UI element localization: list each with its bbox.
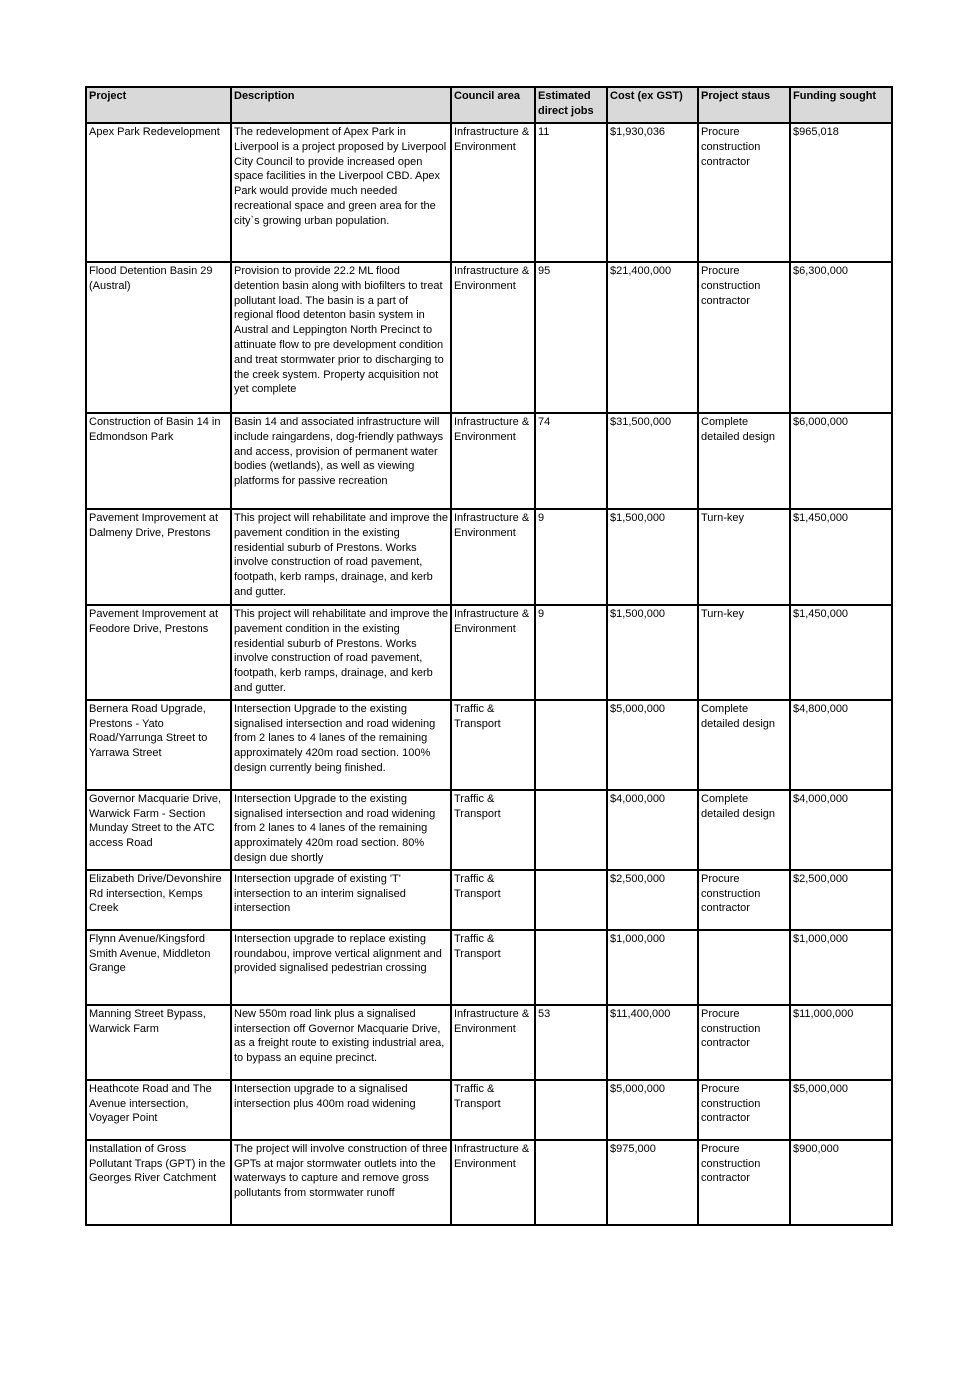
cell-cost: $1,930,036 <box>607 123 698 262</box>
cell-funding-sought: $965,018 <box>790 123 892 262</box>
cell-funding-sought: $6,300,000 <box>790 262 892 413</box>
cell-description: Intersection Upgrade to the existing signalised intersection and road widening from 2 lanes to 4 lanes of the remaining approximately 420m road section. 100% design currently being finished. <box>231 700 451 790</box>
cell-description: This project will rehabilitate and improve the pavement condition in the existing residential suburb of Prestons. Works involve construction of road pavement, footpath, kerb ramps, drainage, and kerb and gutter. <box>231 605 451 700</box>
cell-council-area: Traffic & Transport <box>451 790 535 870</box>
cell-council-area: Infrastructure & Environment <box>451 123 535 262</box>
cell-project: Pavement Improvement at Dalmeny Drive, Prestons <box>86 509 231 605</box>
cell-project: Elizabeth Drive/Devonshire Rd intersection, Kemps Creek <box>86 870 231 930</box>
cell-estimated-jobs <box>535 1140 607 1225</box>
header-council-area: Council area <box>451 87 535 123</box>
cell-project: Pavement Improvement at Feodore Drive, Prestons <box>86 605 231 700</box>
table-row <box>86 123 892 262</box>
table-row <box>86 790 892 870</box>
cell-project: Manning Street Bypass, Warwick Farm <box>86 1005 231 1080</box>
cell-project-status: Procure construction contractor <box>698 1140 790 1225</box>
table-body <box>86 123 892 1225</box>
cell-description: Intersection Upgrade to the existing signalised intersection and road widening from 2 lanes to 4 lanes of the remaining approximately 420m road section. 80% design due shortly <box>231 790 451 870</box>
table-row <box>86 509 892 605</box>
cell-description: Provision to provide 22.2 ML flood detention basin along with biofilters to treat pollutant load. The basin is a part of regional flood detenton basin system in Austral and Leppington North Precinct to attinuate flow to pre development condition and treat stormwater prior to discharging to the creek system. Property acquisition not yet complete <box>231 262 451 413</box>
cell-project-status: Complete detailed design <box>698 413 790 509</box>
cell-description: Basin 14 and associated infrastructure will include raingardens, dog-friendly pathways and access, provision of permanent water bodies (wetlands), as well as viewing platforms for passive recreation <box>231 413 451 509</box>
cell-council-area: Traffic & Transport <box>451 930 535 1005</box>
cell-funding-sought: $1,000,000 <box>790 930 892 1005</box>
cell-project: Apex Park Redevelopment <box>86 123 231 262</box>
cell-description: Intersection upgrade of existing 'T' intersection to an interim signalised intersection <box>231 870 451 930</box>
cell-estimated-jobs <box>535 700 607 790</box>
cell-project-status: Procure construction contractor <box>698 1080 790 1140</box>
cell-project-status: Complete detailed design <box>698 790 790 870</box>
cell-project: Installation of Gross Pollutant Traps (GPT) in the Georges River Catchment <box>86 1140 231 1225</box>
cell-cost: $1,000,000 <box>607 930 698 1005</box>
cell-cost: $2,500,000 <box>607 870 698 930</box>
cell-project-status: Procure construction contractor <box>698 123 790 262</box>
cell-estimated-jobs <box>535 790 607 870</box>
cell-council-area: Traffic & Transport <box>451 870 535 930</box>
cell-description: New 550m road link plus a signalised intersection off Governor Macquarie Drive, as a freight route to existing industrial area, to bypass an equine precinct. <box>231 1005 451 1080</box>
cell-funding-sought: $11,000,000 <box>790 1005 892 1080</box>
cell-cost: $4,000,000 <box>607 790 698 870</box>
header-cost: Cost (ex GST) <box>607 87 698 123</box>
cell-estimated-jobs <box>535 1080 607 1140</box>
cell-project: Construction of Basin 14 in Edmondson Park <box>86 413 231 509</box>
cell-council-area: Infrastructure & Environment <box>451 1005 535 1080</box>
cell-project-status: Turn-key <box>698 605 790 700</box>
cell-project-status: Procure construction contractor <box>698 262 790 413</box>
cell-council-area: Infrastructure & Environment <box>451 262 535 413</box>
table-row <box>86 262 892 413</box>
cell-funding-sought: $4,000,000 <box>790 790 892 870</box>
cell-estimated-jobs: 9 <box>535 509 607 605</box>
table-row <box>86 700 892 790</box>
cell-funding-sought: $5,000,000 <box>790 1080 892 1140</box>
header-row <box>86 87 892 123</box>
cell-funding-sought: $1,450,000 <box>790 509 892 605</box>
cell-council-area: Infrastructure & Environment <box>451 413 535 509</box>
cell-funding-sought: $1,450,000 <box>790 605 892 700</box>
cell-council-area: Infrastructure & Environment <box>451 605 535 700</box>
cell-cost: $21,400,000 <box>607 262 698 413</box>
header-funding-sought: Funding sought <box>790 87 892 123</box>
cell-project: Governor Macquarie Drive, Warwick Farm - Section Munday Street to the ATC access Road <box>86 790 231 870</box>
cell-estimated-jobs <box>535 930 607 1005</box>
cell-council-area: Infrastructure & Environment <box>451 509 535 605</box>
table-row <box>86 930 892 1005</box>
cell-project-status: Procure construction contractor <box>698 1005 790 1080</box>
cell-estimated-jobs: 53 <box>535 1005 607 1080</box>
cell-estimated-jobs: 9 <box>535 605 607 700</box>
cell-funding-sought: $4,800,000 <box>790 700 892 790</box>
table-row <box>86 1140 892 1225</box>
cell-description: Intersection upgrade to a signalised intersection plus 400m road widening <box>231 1080 451 1140</box>
cell-project-status: Procure construction contractor <box>698 870 790 930</box>
cell-estimated-jobs: 95 <box>535 262 607 413</box>
table-row <box>86 1080 892 1140</box>
cell-description: The redevelopment of Apex Park in Liverpool is a project proposed by Liverpool City Council to provide increased open space facilities in the Liverpool CBD. Apex Park would provide much needed recreational space and green area for the city`s growing urban population. <box>231 123 451 262</box>
cell-funding-sought: $6,000,000 <box>790 413 892 509</box>
cell-description: Intersection upgrade to replace existing roundabou, improve vertical alignment and provided signalised pedestrian crossing <box>231 930 451 1005</box>
cell-funding-sought: $900,000 <box>790 1140 892 1225</box>
cell-estimated-jobs <box>535 870 607 930</box>
table-header <box>86 87 892 123</box>
projects-table <box>85 86 893 1226</box>
cell-funding-sought: $2,500,000 <box>790 870 892 930</box>
cell-cost: $5,000,000 <box>607 1080 698 1140</box>
cell-description: The project will involve construction of three GPTs at major stormwater outlets into the waterways to capture and remove gross pollutants from stormwater runoff <box>231 1140 451 1225</box>
header-project-status: Project staus <box>698 87 790 123</box>
cell-council-area: Traffic & Transport <box>451 1080 535 1140</box>
cell-project: Heathcote Road and The Avenue intersection, Voyager Point <box>86 1080 231 1140</box>
cell-project: Bernera Road Upgrade, Prestons - Yato Road/Yarrunga Street to Yarrawa Street <box>86 700 231 790</box>
cell-cost: $1,500,000 <box>607 509 698 605</box>
cell-cost: $5,000,000 <box>607 700 698 790</box>
cell-cost: $1,500,000 <box>607 605 698 700</box>
cell-council-area: Infrastructure & Environment <box>451 1140 535 1225</box>
table-row <box>86 413 892 509</box>
cell-cost: $975,000 <box>607 1140 698 1225</box>
cell-estimated-jobs: 74 <box>535 413 607 509</box>
table-row <box>86 605 892 700</box>
cell-project: Flynn Avenue/Kingsford Smith Avenue, Middleton Grange <box>86 930 231 1005</box>
cell-project: Flood Detention Basin 29 (Austral) <box>86 262 231 413</box>
cell-cost: $31,500,000 <box>607 413 698 509</box>
header-estimated-direct-jobs: Estimated direct jobs <box>535 87 607 123</box>
cell-project-status: Complete detailed design <box>698 700 790 790</box>
header-project: Project <box>86 87 231 123</box>
table-row <box>86 870 892 930</box>
table-row <box>86 1005 892 1080</box>
header-description: Description <box>231 87 451 123</box>
cell-project-status <box>698 930 790 1005</box>
cell-council-area: Traffic & Transport <box>451 700 535 790</box>
cell-estimated-jobs: 11 <box>535 123 607 262</box>
cell-description: This project will rehabilitate and improve the pavement condition in the existing residential suburb of Prestons. Works involve construction of road pavement, footpath, kerb ramps, drainage, and kerb and gutter. <box>231 509 451 605</box>
cell-project-status: Turn-key <box>698 509 790 605</box>
cell-cost: $11,400,000 <box>607 1005 698 1080</box>
